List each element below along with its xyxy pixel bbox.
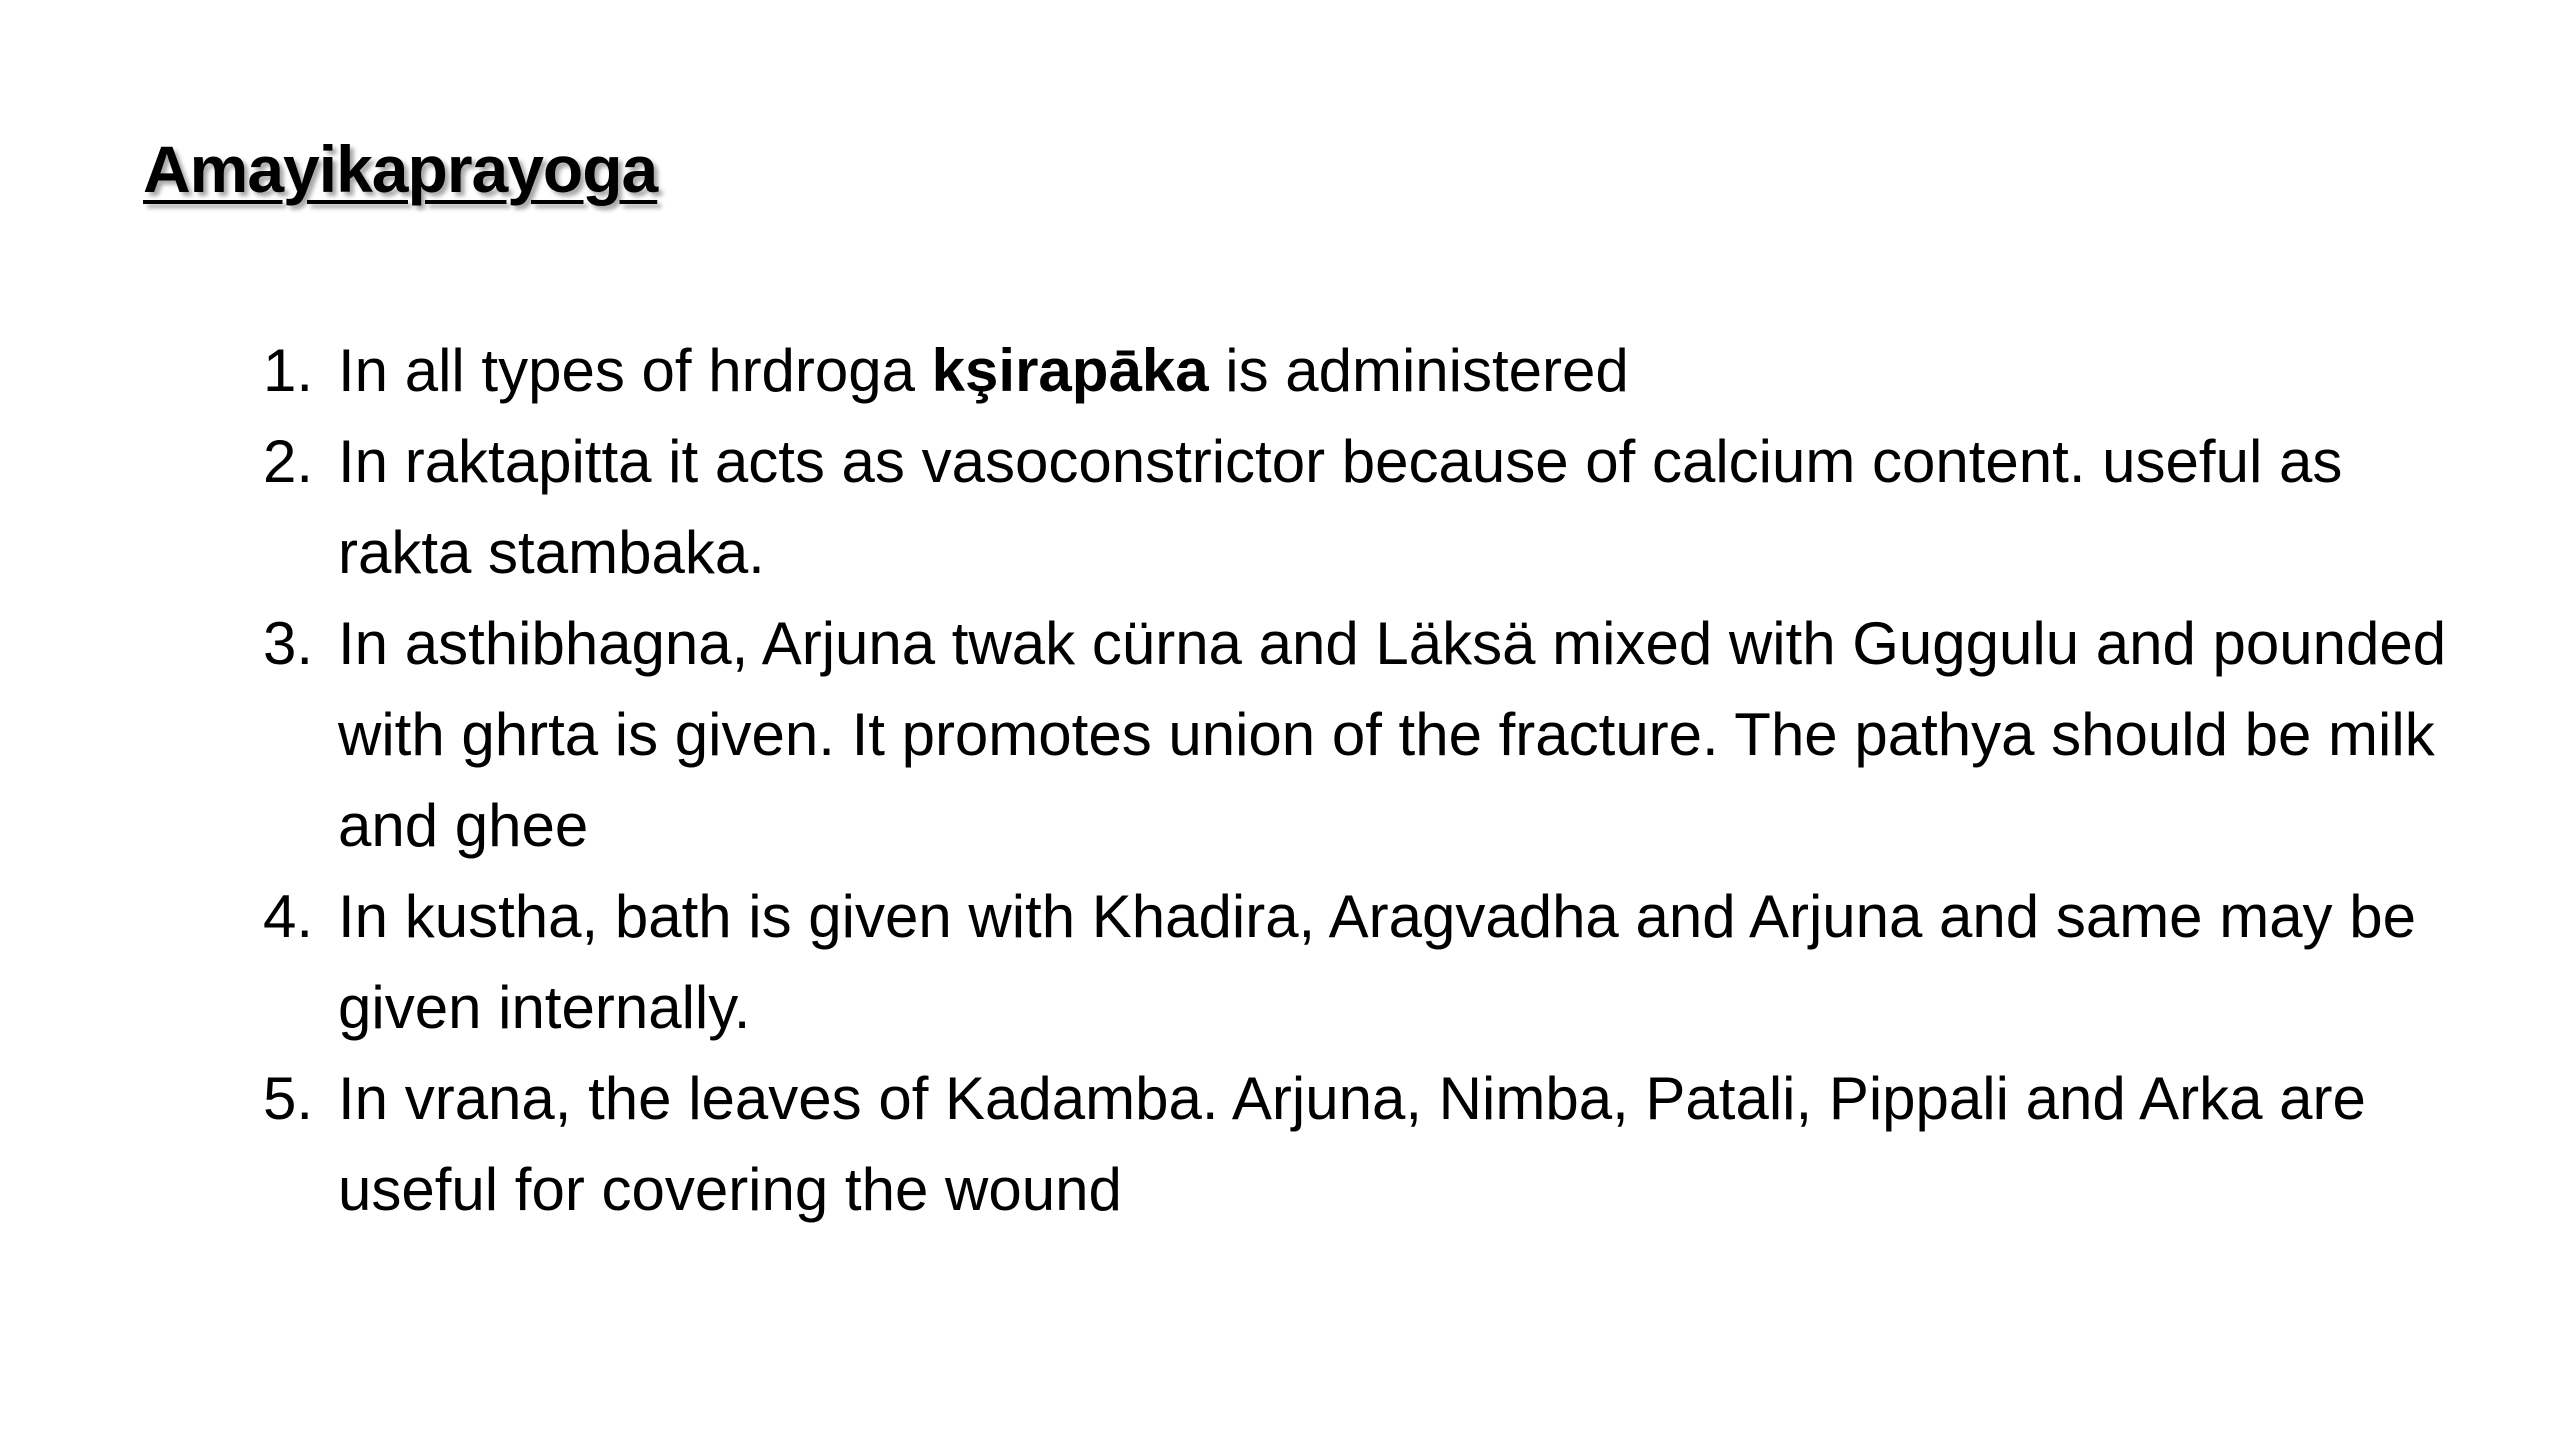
list-item-text: In raktapitta it acts as vasoconstrictor because of calcium content. useful as rakta stambaka. [338,428,2343,586]
list-item [263,416,2463,598]
list-item-text: In asthibhagna, Arjuna twak cürna and Läksä mixed with Guggulu and pounded with ghrta is given. It promotes union of the fracture. The pathya should be milk and ghee [338,610,2447,859]
list-item-text-part: is administered [1208,337,1629,404]
list-item-number: 1. [263,337,314,404]
slide-title: Amayikaprayoga [143,132,658,206]
bold-term: kşirapāka [931,337,1209,404]
list-item-number: 5. [263,1065,314,1132]
list-item-text-part: In all types of hrdroga [338,337,932,404]
numbered-list [263,325,2463,1235]
list-item [263,1053,2463,1235]
list-item-number: 4. [263,883,314,950]
list-item-text: In kustha, bath is given with Khadira, Aragvadha and Arjuna and same may be given internally. [338,883,2416,1041]
list-item [263,598,2463,871]
list-item-text: In vrana, the leaves of Kadamba. Arjuna, Nimba, Patali, Pippali and Arka are useful for covering the wound [338,1065,2366,1223]
list-item [263,871,2463,1053]
list-item [263,325,2463,416]
list-item-number: 3. [263,610,314,677]
list-item-number: 2. [263,428,314,495]
list-item-text [338,337,1629,404]
